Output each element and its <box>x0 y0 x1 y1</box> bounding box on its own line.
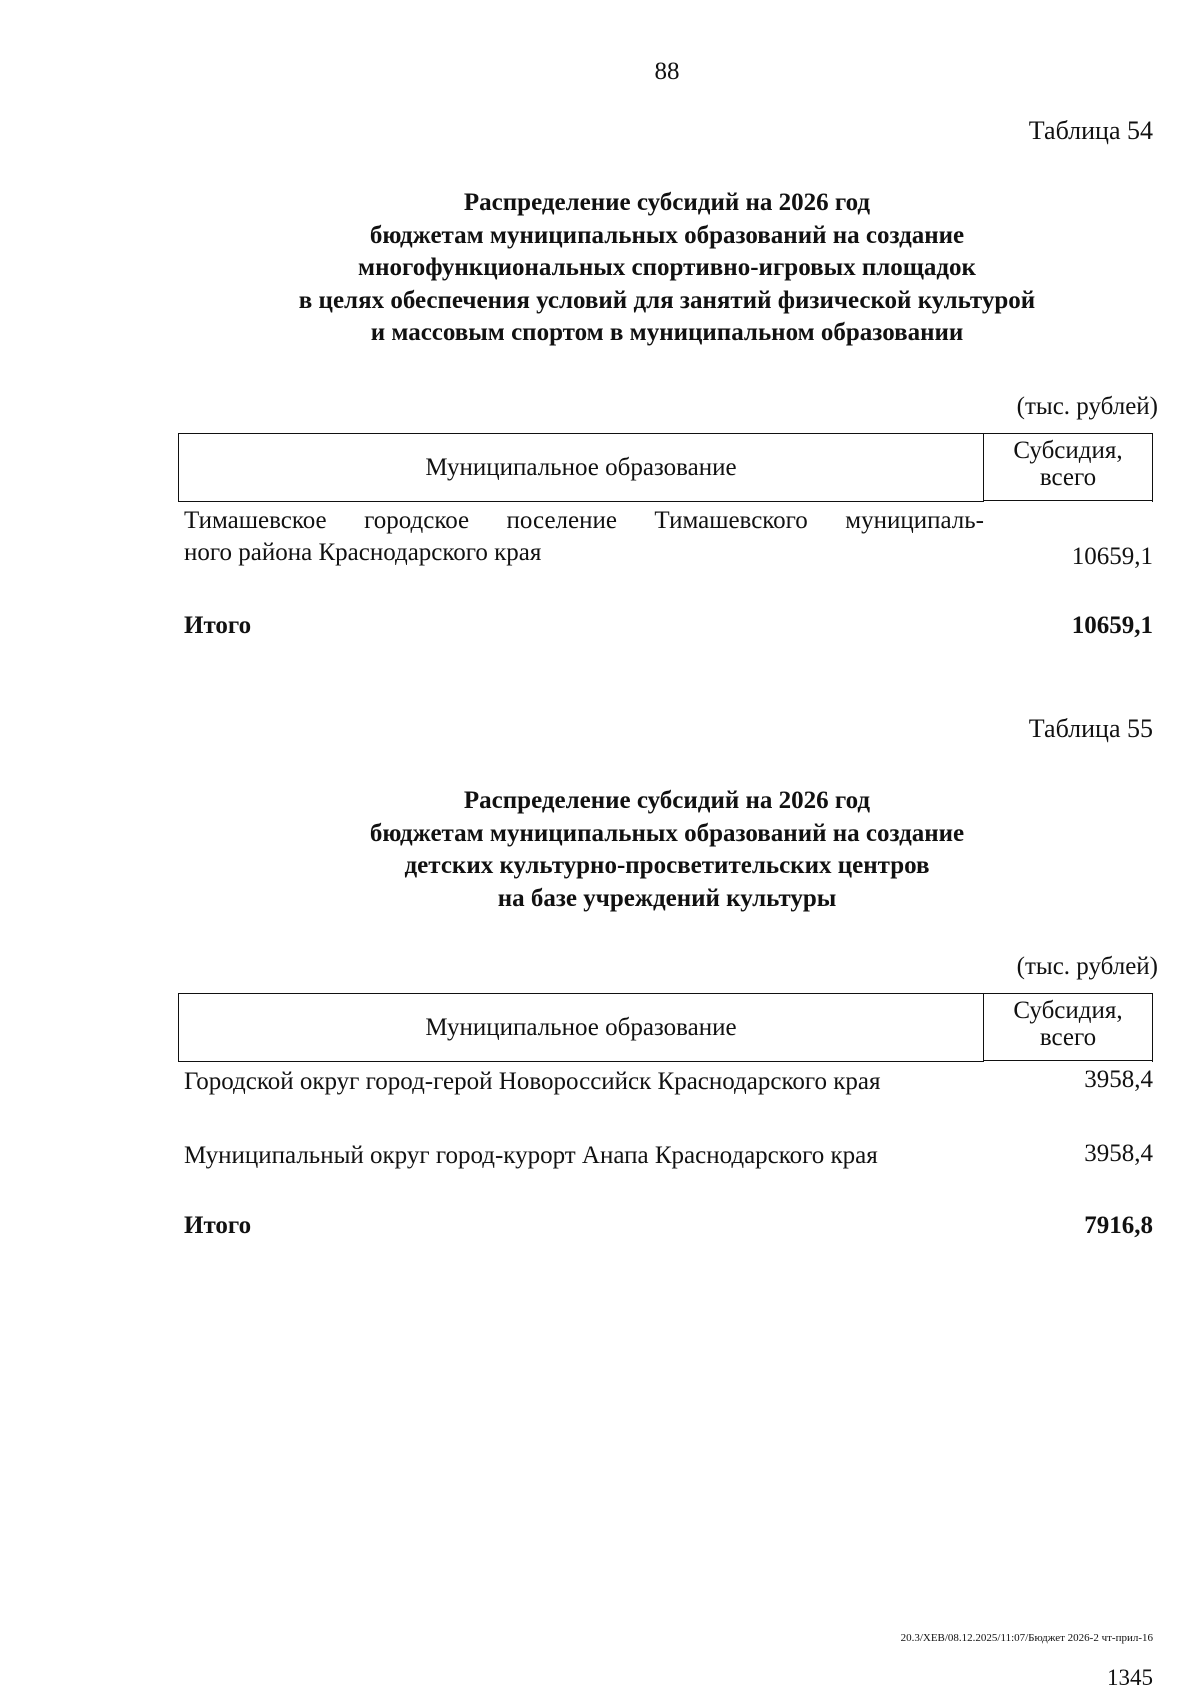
total-value: 10659,1 <box>1071 612 1153 639</box>
column-header-label: Субсидия, <box>1013 437 1123 464</box>
header-divider <box>983 1060 1153 1061</box>
column-header-label: Субсидия, <box>1013 997 1123 1024</box>
table-row-name: Городской округ город-герой Новороссийск Краснодарского края <box>184 1068 881 1095</box>
table-title <box>0 785 1200 915</box>
title-line: в целях обеспечения условий для занятий физической культурой <box>298 286 1036 314</box>
title-line: бюджетам муниципальных образований на создание <box>369 819 965 847</box>
table-row-value: 3958,4 <box>1084 1140 1153 1167</box>
column-header-municipality <box>178 993 984 1062</box>
sheet-number: 1345 <box>1107 1665 1153 1690</box>
document-code: 20.3/ХЕВ/08.12.2025/11:07/Бюджет 2026-2 чт-прил-16 <box>900 1632 1153 1644</box>
total-value: 7916,8 <box>1084 1212 1153 1239</box>
column-header-label: Муниципальное образование <box>425 453 737 481</box>
title-line: и массовым спортом в муниципальном образовании <box>370 319 964 346</box>
table-row-name: Муниципальный округ город-курорт Анапа Краснодарского края <box>184 1142 878 1169</box>
title-line: Распределение субсидий на 2026 год <box>463 189 871 216</box>
table-title <box>0 187 1200 350</box>
column-header-label: всего <box>1039 464 1097 491</box>
table-label: Таблица 55 <box>1028 714 1153 743</box>
title-line: детских культурно-просветительских центров <box>404 852 930 879</box>
table-row-value: 10659,1 <box>1071 543 1153 570</box>
row-name-line: ного района Краснодарского края <box>184 539 542 566</box>
title-line: многофункциональных спортивно-игровых площадок <box>358 254 976 281</box>
row-name-line: Тимашевское городское поселение Тимашевского муниципаль- <box>184 507 984 534</box>
header-divider <box>983 500 1153 501</box>
table-label: Таблица 54 <box>1028 116 1153 145</box>
units-label: (тыс. рублей) <box>1016 393 1158 420</box>
total-label: Итого <box>184 612 252 639</box>
column-header-label: Муниципальное образование <box>425 1013 737 1041</box>
units-label: (тыс. рублей) <box>1016 953 1158 980</box>
column-header-label: всего <box>1039 1024 1097 1051</box>
column-header-subsidy <box>983 433 1153 502</box>
total-label: Итого <box>184 1212 252 1239</box>
title-line: Распределение субсидий на 2026 год <box>463 787 871 814</box>
table-row-name <box>184 505 984 569</box>
column-header-municipality <box>178 433 984 502</box>
page-number: 88 <box>654 58 680 85</box>
table-row-value: 3958,4 <box>1084 1066 1153 1093</box>
column-header-subsidy <box>983 993 1153 1062</box>
title-line: бюджетам муниципальных образований на создание <box>369 221 965 249</box>
title-line: на базе учреждений культуры <box>497 884 837 912</box>
